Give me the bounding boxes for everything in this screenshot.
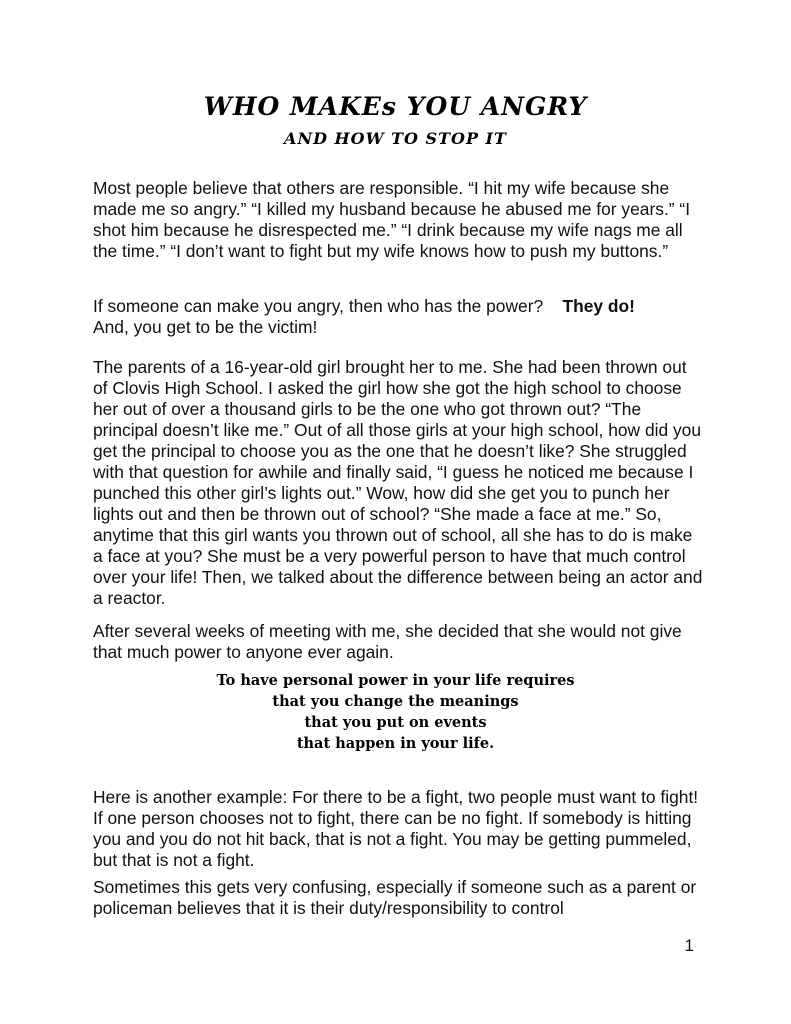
paragraph-power-lead: If someone can make you angry, then who has the power? — [93, 296, 544, 316]
pull-quote-line: To have personal power in your life requires — [216, 672, 575, 689]
paragraph-power-tail: And, you get to be the victim! — [93, 317, 318, 337]
paragraph-fight-example: Here is another example: For there to be a fight, two people must want to fight! If one person chooses not to fight, there can be no fight. If somebody is hitting you and you do not hit back, that is not a fight. You may be getting pummeled, but that is not a fight. — [93, 787, 699, 870]
page-title: WHO MAKEs YOU ANGRY — [203, 92, 588, 121]
pull-quote-line: that you change the meanings — [272, 693, 519, 710]
paragraph-intro: Most people believe that others are responsible. “I hit my wife because she made me so angry.” “I killed my husband because he abused me for years.” “I shot him because he disrespected me.” “I drink because my wife nags me all the time.” “I don’t want to fight but my wife knows how to push my buttons.” — [93, 178, 691, 261]
paragraph-story: The parents of a 16-year-old girl brought her to me. She had been thrown out of Clovis High School. I asked the girl how she got the high school to choose her out of over a thousand girls to be the one who got thrown out? “The principal doesn’t like me.” Out of all those girls at your high school, how did you get the principal to choose you as the one that he doesn’t like? She struggled with that question for awhile and finally said, “I guess he noticed me because I punched this other girl’s lights out.” Wow, how did she get you to punch her lights out and then be thrown out of school? “She made a face at me.” So, anytime that this girl wants you thrown out of school, all she has to do is make a face at you? She must be a very powerful person to have that much control over your life! Then, we talked about the difference between being an actor and a reactor. — [93, 357, 703, 608]
paragraph-confusing: Sometimes this gets very confusing, especially if someone such as a parent or policeman believes that it is their duty/responsibility to control — [93, 877, 697, 918]
paragraph-power-emphasis: They do! — [562, 296, 635, 316]
page-number: 1 — [684, 936, 694, 955]
pull-quote — [0, 670, 791, 754]
paragraph-power — [93, 296, 705, 338]
pull-quote-line: that you put on events — [304, 714, 487, 731]
pull-quote-line: that happen in your life. — [296, 735, 495, 752]
page-subtitle: AND HOW TO STOP IT — [284, 129, 507, 148]
paragraph-outcome: After several weeks of meeting with me, she decided that she would not give that much power to anyone ever again. — [93, 621, 682, 662]
